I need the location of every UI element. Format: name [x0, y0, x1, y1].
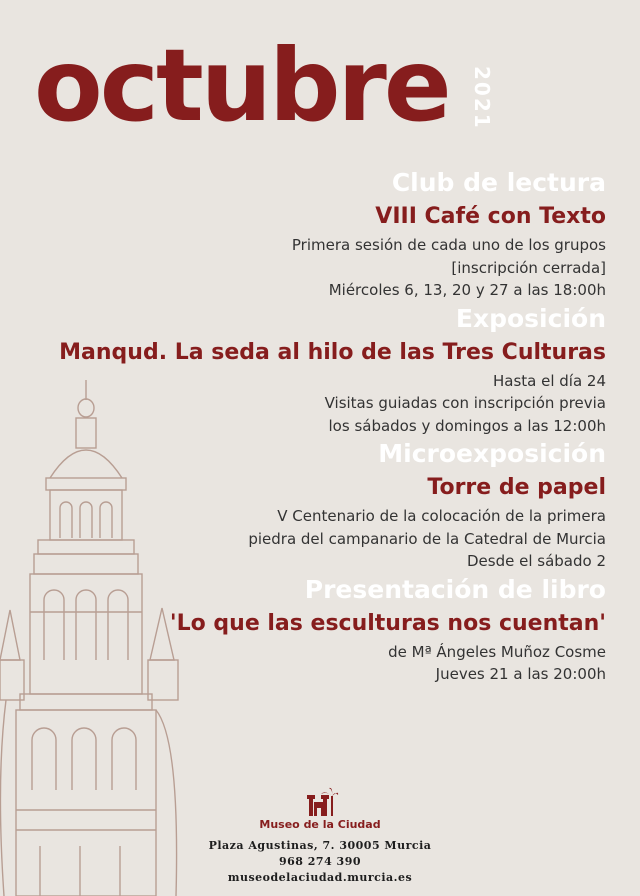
- museum-phone: 968 274 390: [278, 855, 362, 868]
- event-book-club: [46, 166, 606, 302]
- event-exhibition: [46, 302, 606, 438]
- museum-logo-icon: [305, 786, 339, 816]
- event-category: Exposición: [455, 303, 606, 333]
- event-detail: Visitas guiadas con inscripción previa: [324, 394, 606, 412]
- event-detail: Miércoles 6, 13, 20 y 27 a las 18:00h: [328, 281, 606, 299]
- event-detail: piedra del campanario de la Catedral de Murcia: [248, 529, 606, 548]
- event-title: VIII Café con Texto: [375, 204, 606, 229]
- event-detail: V Centenario de la colocación de la primera: [277, 507, 606, 525]
- event-detail: Desde el sábado 2: [466, 552, 606, 570]
- event-micro-exhibition: [46, 437, 606, 573]
- event-detail: Hasta el día 24: [492, 371, 606, 390]
- event-book-presentation: [46, 573, 606, 686]
- event-detail: Jueves 21 a las 20:00h: [435, 665, 606, 683]
- museum-address: Plaza Agustinas, 7. 30005 Murcia: [208, 839, 432, 852]
- museum-name: Museo de la Ciudad: [259, 818, 381, 831]
- event-detail: Primera sesión de cada uno de los grupos: [291, 236, 606, 254]
- event-title: Manqud. La seda al hilo de las Tres Culturas: [59, 339, 606, 365]
- event-category: Microexposición: [378, 439, 606, 468]
- event-title: Torre de papel: [427, 475, 606, 500]
- event-category: Presentación de libro: [304, 574, 606, 604]
- event-title: 'Lo que las esculturas nos cuentan': [169, 610, 606, 636]
- event-category: Club de lectura: [391, 168, 606, 197]
- event-detail: de Mª Ángeles Muñoz Cosme: [388, 642, 606, 661]
- year-label: 2021: [470, 66, 494, 130]
- event-detail: [inscripción cerrada]: [451, 258, 606, 277]
- museum-website-link[interactable]: museodelaciudad.murcia.es: [227, 871, 413, 884]
- month-heading: octubre: [34, 27, 449, 144]
- events-list: [46, 166, 606, 686]
- event-detail: los sábados y domingos a las 12:00h: [328, 416, 606, 435]
